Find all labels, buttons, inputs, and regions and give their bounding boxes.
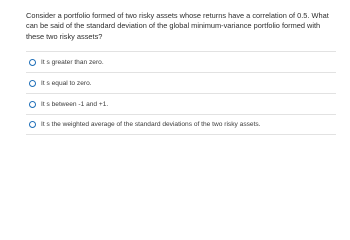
radio-button-icon[interactable] (29, 80, 36, 87)
answer-option-label: It s greater than zero. (41, 58, 104, 66)
answer-option-4[interactable] (26, 114, 336, 135)
answer-option-1[interactable] (26, 51, 336, 72)
radio-button-icon[interactable] (29, 59, 36, 66)
answer-option-3[interactable] (26, 93, 336, 114)
radio-button-icon[interactable] (29, 121, 36, 128)
answer-option-label: It s between -1 and +1. (41, 100, 109, 108)
question-text: Consider a portfolio formed of two risky assets whose returns have a correlation of 0.5. What can be said of the standard deviation of the global minimum-variance portfolio formed with these two risky assets? (26, 11, 329, 41)
answer-option-label: It s equal to zero. (41, 79, 92, 87)
radio-button-icon[interactable] (29, 101, 36, 108)
answer-option-2[interactable] (26, 72, 336, 93)
answer-option-label: It s the weighted average of the standard deviations of the two risky assets. (41, 121, 261, 128)
answer-options (26, 51, 336, 135)
